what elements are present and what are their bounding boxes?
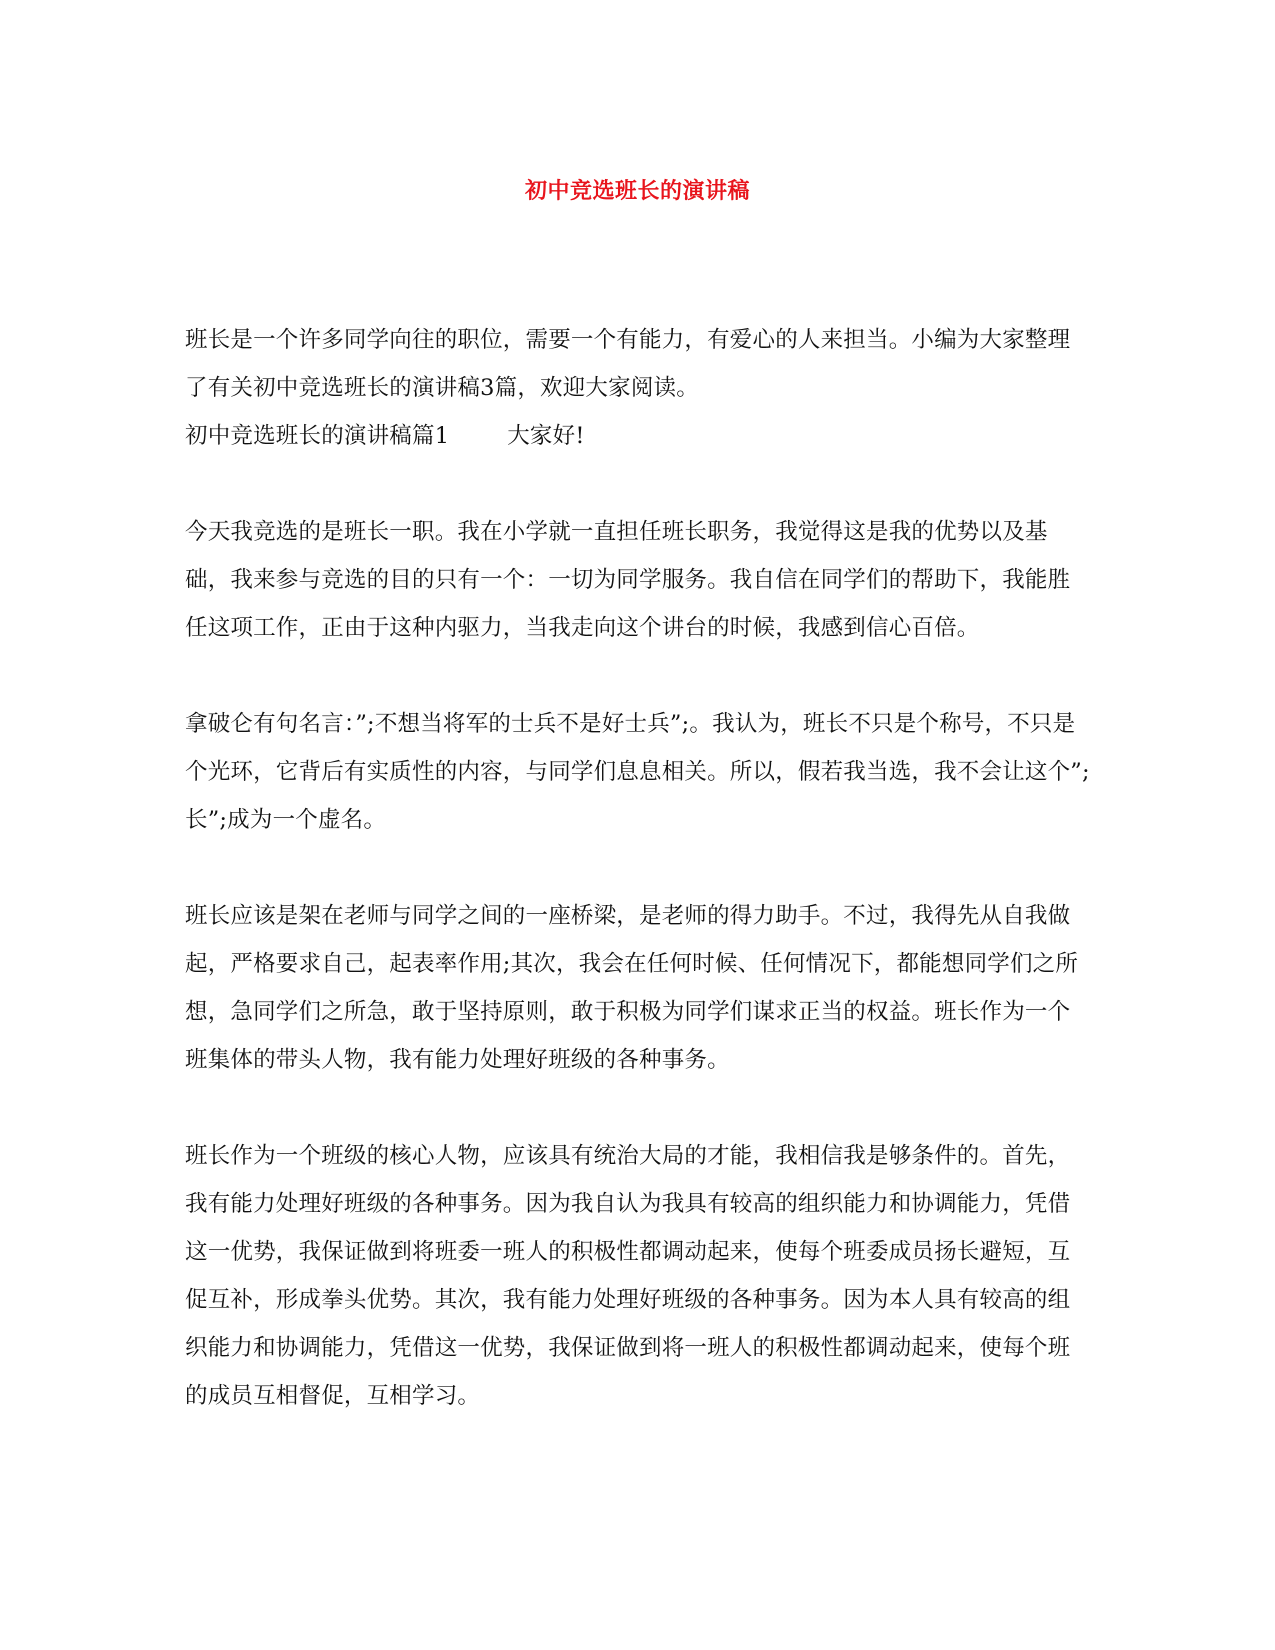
body-paragraph: 拿破仑有句名言：”;不想当将军的士兵不是好士兵”;。我认为，班长不只是个称号，不只是个光环，它背后有实质性的内容，与同学们息息相关。所以，假若我当选，我不会让这个”;长”;成为一个虚名。 — [185, 711, 1090, 833]
body-paragraph: 班长作为一个班级的核心人物，应该具有统治大局的才能，我相信我是够条件的。首先，我有能力处理好班级的各种事务。因为我自认为我具有较高的组织能力和协调能力，凭借这一优势，我保证做到将班委一班人的积极性都调动起来，使每个班委成员扬长避短，互促互补，形成拳头优势。其次，我有能力处理好班级的各种事务。因为本人具有较高的组织能力和协调能力，凭借这一优势，我保证做到将一班人的积极性都调动起来，使每个班的成员互相督促，互相学习。 — [185, 1143, 1071, 1409]
body-paragraph: 班长应该是架在老师与同学之间的一座桥梁，是老师的得力助手。不过，我得先从自我做起，严格要求自己，起表率作用;其次，我会在任何时候、任何情况下，都能想同学们之所想，急同学们之所急，敢于坚持原则，敢于积极为同学们谋求正当的权益。班长作为一个班集体的带头人物，我有能力处理好班级的各种事务。 — [185, 903, 1079, 1073]
document-title: 初中竞选班长的演讲稿 — [524, 178, 750, 204]
section-heading-line — [185, 412, 1090, 460]
body-paragraph: 今天我竞选的是班长一职。我在小学就一直担任班长职务，我觉得这是我的优势以及基础，我来参与竞选的目的只有一个：一切为同学服务。我自信在同学们的帮助下，我能胜任这项工作，正由于这种内驱力，当我走向这个讲台的时候，我感到信心百倍。 — [185, 519, 1071, 641]
intro-paragraph: 班长是一个许多同学向往的职位，需要一个有能力，有爱心的人来担当。小编为大家整理了有关初中竞选班长的演讲稿3篇，欢迎大家阅读。 — [185, 327, 1071, 401]
section-heading: 初中竞选班长的演讲稿篇1 — [185, 423, 450, 449]
document-body — [185, 316, 1090, 1420]
greeting: 大家好! — [507, 423, 585, 449]
